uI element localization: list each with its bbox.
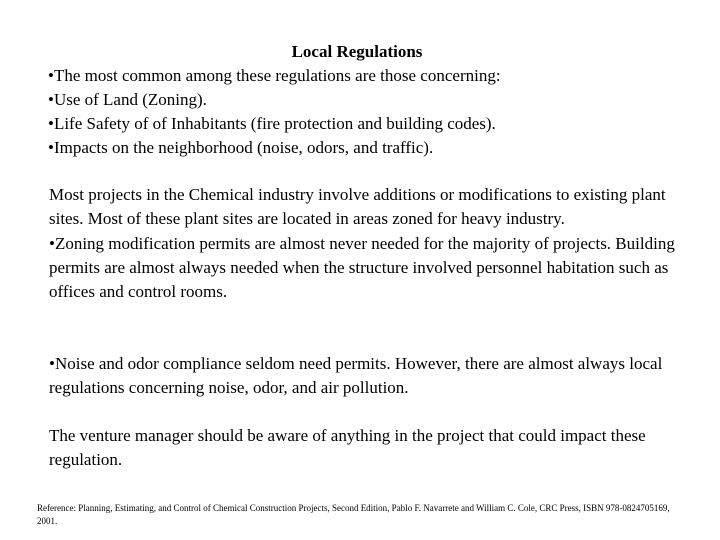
paragraph-venture-manager: The venture manager should be aware of anything in the project that could impact these regulation. [49, 426, 646, 470]
intro-bullet: •Life Safety of of Inhabitants (fire protection and building codes). [48, 114, 496, 133]
intro-bullet: •Impacts on the neighborhood (noise, odors, and traffic). [48, 138, 434, 157]
paragraph-plant-sites: Most projects in the Chemical industry involve additions or modifications to existing plant sites. Most of these plant sites are located in areas zoned for heavy industry. [49, 185, 666, 229]
body-block-projects [49, 183, 689, 304]
intro-bullet: •Use of Land (Zoning). [48, 90, 207, 109]
slide-title: Local Regulations [291, 42, 423, 61]
intro-bullet: •The most common among these regulations are those concerning: [48, 66, 501, 85]
body-block-venture-manager [49, 424, 689, 473]
intro-bullet-list [48, 64, 501, 160]
paragraph-noise-odor: •Noise and odor compliance seldom need permits. However, there are almost always local regulations concerning noise, odor, and air pollution. [49, 354, 663, 398]
body-block-noise [49, 352, 689, 401]
reference-citation: Reference: Planning, Estimating, and Control of Chemical Construction Projects, Second Edition, Pablo F. Navarrete and William C. Cole, CRC Press, ISBN 978-0824705169, 2001. [37, 503, 670, 526]
paragraph-zoning-permits: •Zoning modification permits are almost never needed for the majority of projects. Building permits are almost always needed when the structure involved personnel habitation such as offices and control rooms. [49, 233, 675, 302]
